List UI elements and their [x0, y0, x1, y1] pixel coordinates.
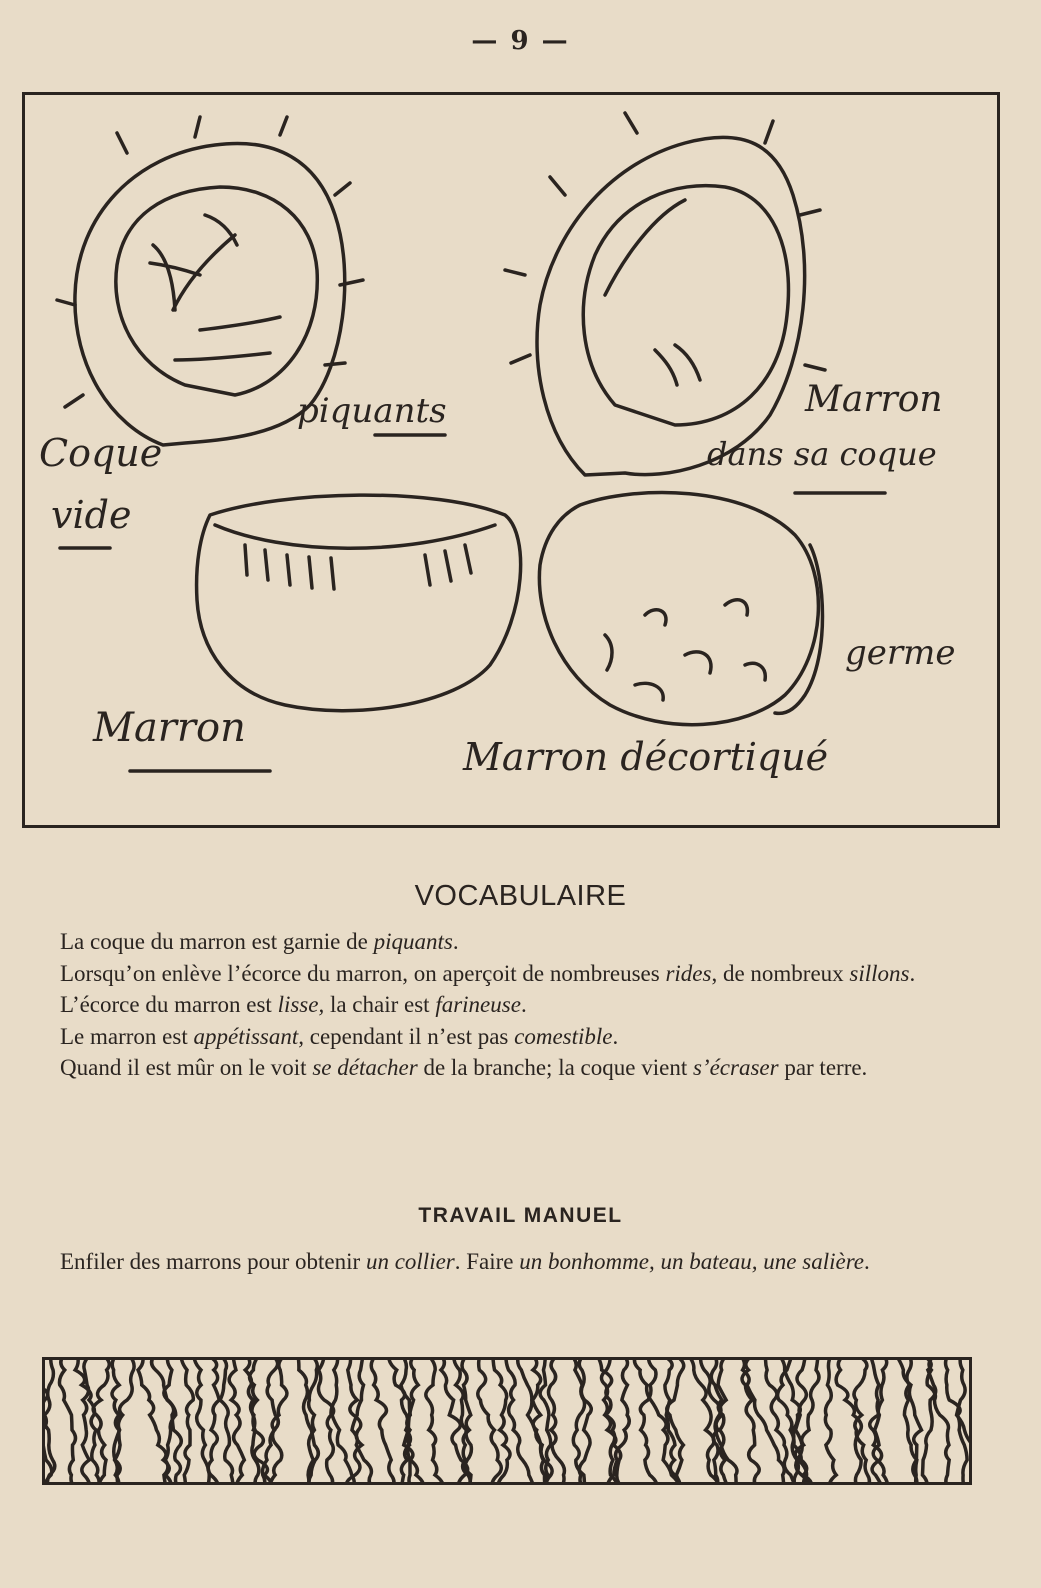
wavy-line — [181, 1360, 193, 1482]
italic-term: sillons — [849, 960, 910, 986]
wavy-line — [45, 1360, 53, 1482]
text-run: . — [864, 1249, 870, 1274]
wavy-line — [194, 1360, 209, 1482]
text-run: de la branche; la coque vient — [417, 1055, 693, 1080]
text-run: la chair est — [324, 992, 436, 1017]
chestnut-drawing — [197, 495, 521, 711]
shelled-chestnut-drawing — [539, 493, 822, 725]
label-spikes: piquants — [297, 391, 447, 431]
wavy-line — [352, 1360, 375, 1482]
italic-term: se détacher — [312, 1055, 418, 1080]
italic-term: piquants — [373, 929, 453, 954]
text-run: Le marron est — [60, 1023, 194, 1049]
wavy-line — [371, 1360, 394, 1482]
text-run: cependant il n’est pas — [304, 1023, 515, 1049]
wavy-line — [220, 1360, 233, 1482]
page-number: — 9 — — [471, 26, 570, 56]
italic-term: farineuse — [435, 992, 521, 1017]
text-run: Enfiler des marrons pour obtenir — [60, 1249, 366, 1274]
vocabulary-text — [32, 926, 990, 1084]
wavy-line — [426, 1360, 443, 1482]
wavy-line — [478, 1360, 502, 1482]
chestnut-in-husk-drawing — [505, 113, 825, 475]
paragraph — [32, 1052, 990, 1084]
italic-term: un collier — [365, 1249, 455, 1274]
label-germ: germe — [845, 633, 956, 673]
paragraph — [32, 926, 990, 958]
manual-work-text — [32, 1246, 990, 1278]
text-run: La coque du marron est garnie de — [60, 929, 374, 954]
wavy-line — [904, 1360, 916, 1482]
paragraph — [32, 1021, 990, 1053]
text-run: , de nombreux — [711, 960, 850, 986]
label-empty-husk-line1: Coque — [39, 431, 163, 475]
italic-term: comestible — [514, 1023, 613, 1049]
paragraph — [32, 958, 990, 990]
text-run: . — [612, 1023, 619, 1049]
label-shelled-chestnut: Marron décortiqué — [463, 735, 829, 779]
wavy-line — [207, 1360, 219, 1482]
text-run: Quand il est mûr on le voit — [60, 1055, 313, 1080]
wavy-line — [262, 1360, 287, 1482]
text-run: . — [909, 960, 916, 986]
text-run: L’écorce du marron est — [60, 992, 278, 1017]
italic-term: lisse, — [277, 992, 325, 1017]
label-chestnut: Marron — [93, 705, 246, 751]
chestnut-illustration — [22, 92, 1000, 828]
wavy-line — [742, 1360, 760, 1482]
wavy-line — [59, 1360, 76, 1482]
text-run: Lorsqu’on enlève l’écorce du marron, on aperçoit de nombreuses — [60, 960, 666, 986]
text-run: . — [452, 929, 459, 954]
wavy-pattern-drawing — [45, 1360, 969, 1482]
label-chestnut-in-husk-line2: dans sa coque — [707, 435, 937, 473]
wavy-line-pattern — [42, 1357, 972, 1485]
label-empty-husk-line2: vide — [51, 493, 132, 537]
wavy-line — [245, 1360, 259, 1482]
italic-term: rides — [665, 960, 712, 986]
manual-work-title: TRAVAIL MANUEL — [418, 1204, 623, 1227]
wavy-line — [308, 1360, 317, 1482]
wavy-line — [549, 1360, 565, 1482]
vocabulary-title: VOCABULAIRE — [414, 880, 627, 912]
text-run: . Faire — [454, 1249, 520, 1274]
italic-term: appétissant, — [193, 1023, 305, 1049]
italic-term: s’écraser — [692, 1055, 779, 1080]
paragraph — [32, 1246, 990, 1278]
paragraph — [32, 989, 990, 1021]
italic-term: un bonhomme, un bateau, une salière — [519, 1249, 864, 1274]
label-chestnut-in-husk-line1: Marron — [805, 379, 943, 420]
text-run: . — [520, 992, 527, 1017]
text-run: par terre. — [778, 1055, 868, 1080]
